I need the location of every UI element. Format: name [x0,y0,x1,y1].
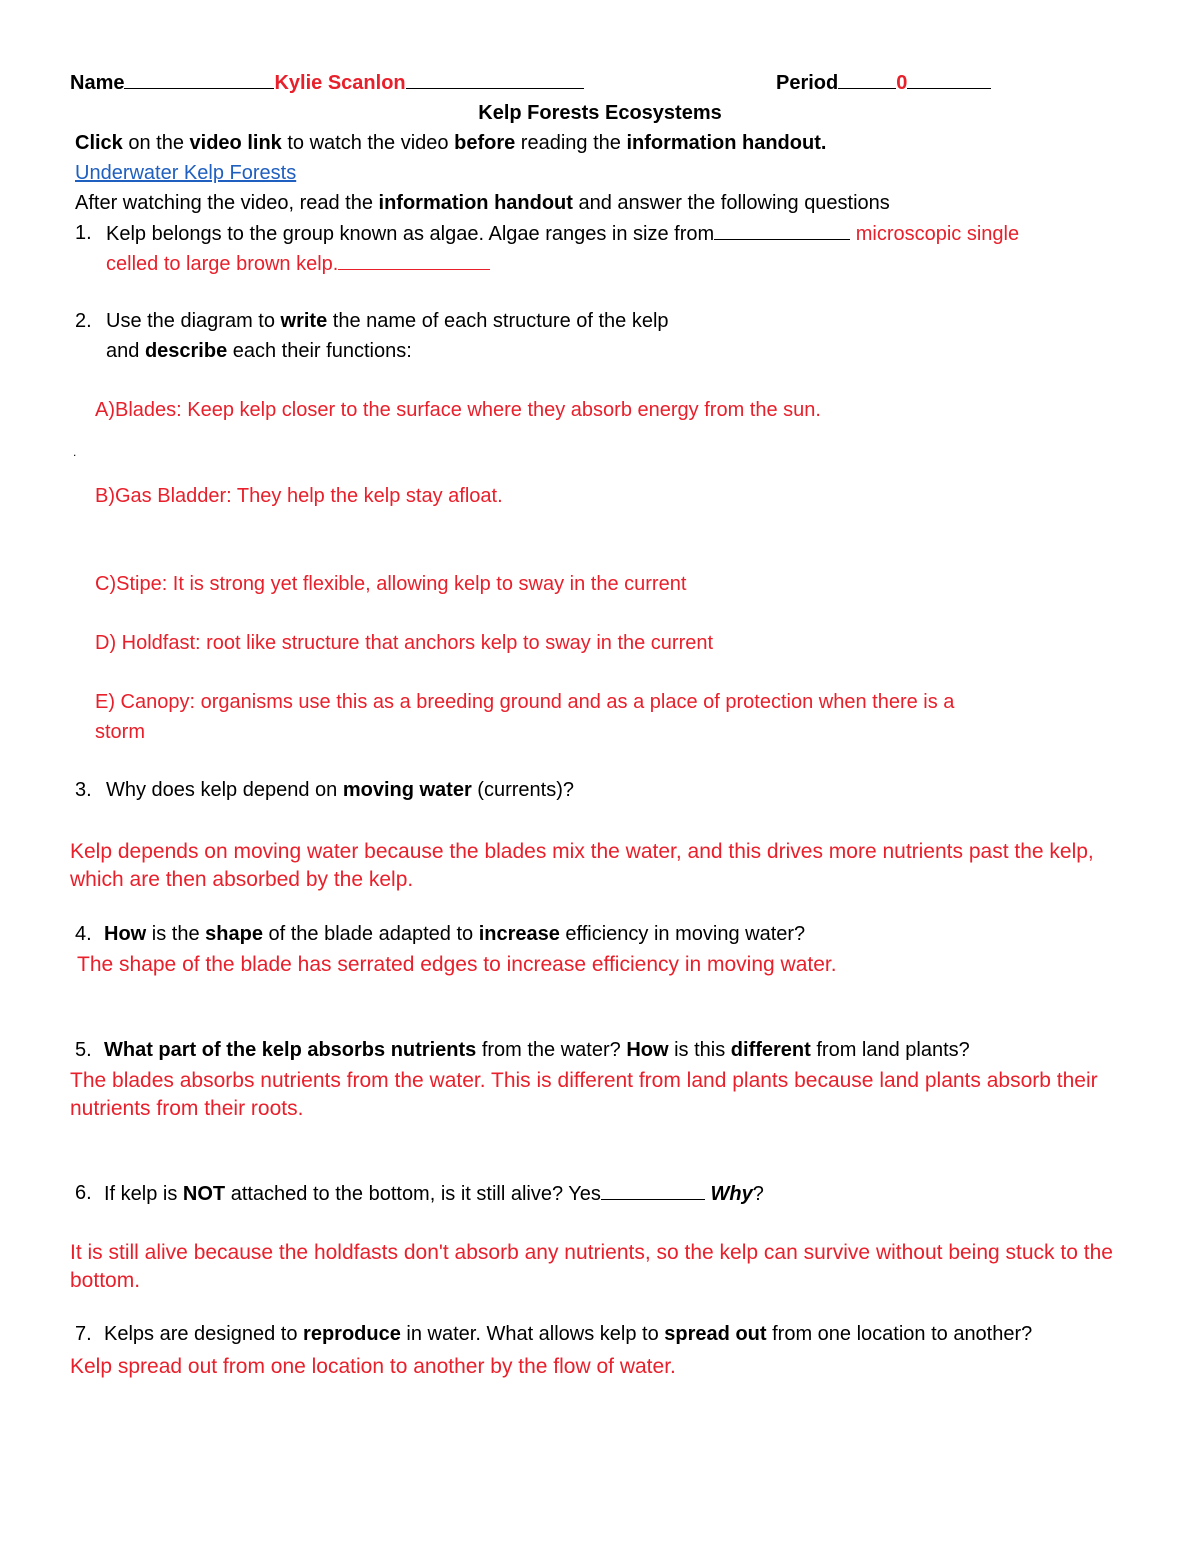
q7-question [104,1322,1032,1346]
q4-answer: The shape of the blade has serrated edges to increase efficiency in moving water. [77,953,837,976]
q2-line-2 [106,339,412,363]
intro-video-link-word: video link [189,132,282,154]
intro-text: reading the [515,132,627,154]
q2-answer-e-line-2: storm [95,721,145,743]
q1-answer-1: microscopic single [855,223,1020,245]
q2-text: and [106,340,145,362]
q2-text: each their functions: [227,340,412,362]
q1-answer-2: celled to large brown kelp. [106,253,339,275]
q2-answer-c: C)Stipe: It is strong yet flexible, allowing kelp to sway in the current [95,573,687,595]
q6-why: Why [710,1183,753,1205]
q1-line [106,221,1019,246]
intro-handout: information handout. [626,132,827,154]
q7-text: Kelps are designed to [104,1323,304,1345]
q2-describe: describe [144,340,228,362]
q6-number: 6. [75,1182,92,1204]
q2-number: 2. [75,310,92,332]
q5-answer: The blades absorbs nutrients from the water. This is different from land plants because land plants absorb their nutrients from their roots. [70,1069,1098,1120]
q5-question [104,1038,970,1062]
intro-text: and answer the following questions [572,192,890,214]
q4-text: is the [146,923,206,945]
q3-answer: Kelp depends on moving water because the blades mix the water, and this drives more nutrients past the kelp, which are then absorbed by the kelp. [70,840,1094,891]
q6-question [104,1181,764,1206]
q7-answer: Kelp spread out from one location to another by the flow of water. [70,1355,676,1378]
q6-text: ? [752,1183,764,1205]
q2-text: Use the diagram to [106,310,281,332]
q5-different: different [730,1039,811,1061]
q5-how: How [626,1039,669,1061]
q2-write: write [280,310,328,332]
q2-answer-a: A)Blades: Keep kelp closer to the surface where they absorb energy from the sun. [95,399,821,421]
stray-dot: . [73,445,77,459]
period-value: 0 [896,72,908,94]
q6-text: attached to the bottom, is it still alive? Yes [225,1183,601,1205]
q1-number: 1. [75,222,92,244]
q6-answer: It is still alive because the holdfasts don't absorb any nutrients, so the kelp can survive without being stuck to the bottom. [70,1241,1113,1292]
name-label: Name [70,72,125,94]
q2-answer-d: D) Holdfast: root like structure that anchors kelp to sway in the current [95,632,714,654]
q3-question [106,778,574,802]
intro-text: to watch the video [281,132,455,154]
q5-text: from the water? [476,1039,627,1061]
q2-line-1 [106,309,669,333]
intro-before: before [454,132,516,154]
page-title: Kelp Forests Ecosystems [478,102,722,124]
q1-text: Kelp belongs to the group known as algae. Algae ranges in size from [106,223,715,245]
intro-line-3 [75,191,890,215]
q3-moving-water: moving water [342,779,472,801]
intro-text: After watching the video, read the [75,192,379,214]
student-name: Kylie Scanlon [274,72,406,94]
q5-text-bold: What part of the kelp [104,1039,308,1061]
intro-line-1 [75,131,826,155]
q2-answer-b: B)Gas Bladder: They help the kelp stay afloat. [95,485,503,507]
q1-answer-line-2 [106,251,490,276]
q2-text: the name of each structure of the kelp [327,310,669,332]
period-label: Period [776,72,839,94]
q7-spread-out: spread out [664,1323,767,1345]
q7-number: 7. [75,1323,92,1345]
intro-click: Click [75,132,123,154]
intro-text: on the [122,132,190,154]
q3-text: Why does kelp depend on [106,779,343,801]
q4-number: 4. [75,923,92,945]
name-line [70,70,584,95]
q4-text: of the blade adapted to [262,923,479,945]
intro-handout-bold: information handout [378,192,573,214]
q6-text: If kelp is [104,1183,183,1205]
q4-how: How [104,923,147,945]
q5-text: from land plants? [810,1039,970,1061]
q6-not: NOT [182,1183,226,1205]
q5-number: 5. [75,1039,92,1061]
q7-text: in water. What allows kelp to [400,1323,665,1345]
q4-increase: increase [478,923,560,945]
q7-text: from one location to another? [766,1323,1033,1345]
q4-question [104,922,805,946]
q5-text: is this [668,1039,731,1061]
q3-text: (currents)? [471,779,574,801]
q2-answer-e-line-1: E) Canopy: organisms use this as a breeding ground and as a place of protection when there is a [95,691,955,713]
period-line [776,70,991,95]
q4-text: efficiency in moving water? [559,923,806,945]
q3-number: 3. [75,779,92,801]
q7-reproduce: reproduce [303,1323,401,1345]
video-link[interactable]: Underwater Kelp Forests [75,162,297,184]
q4-shape: shape [205,923,263,945]
q5-absorbs-nutrients: absorbs nutrients [307,1039,477,1061]
